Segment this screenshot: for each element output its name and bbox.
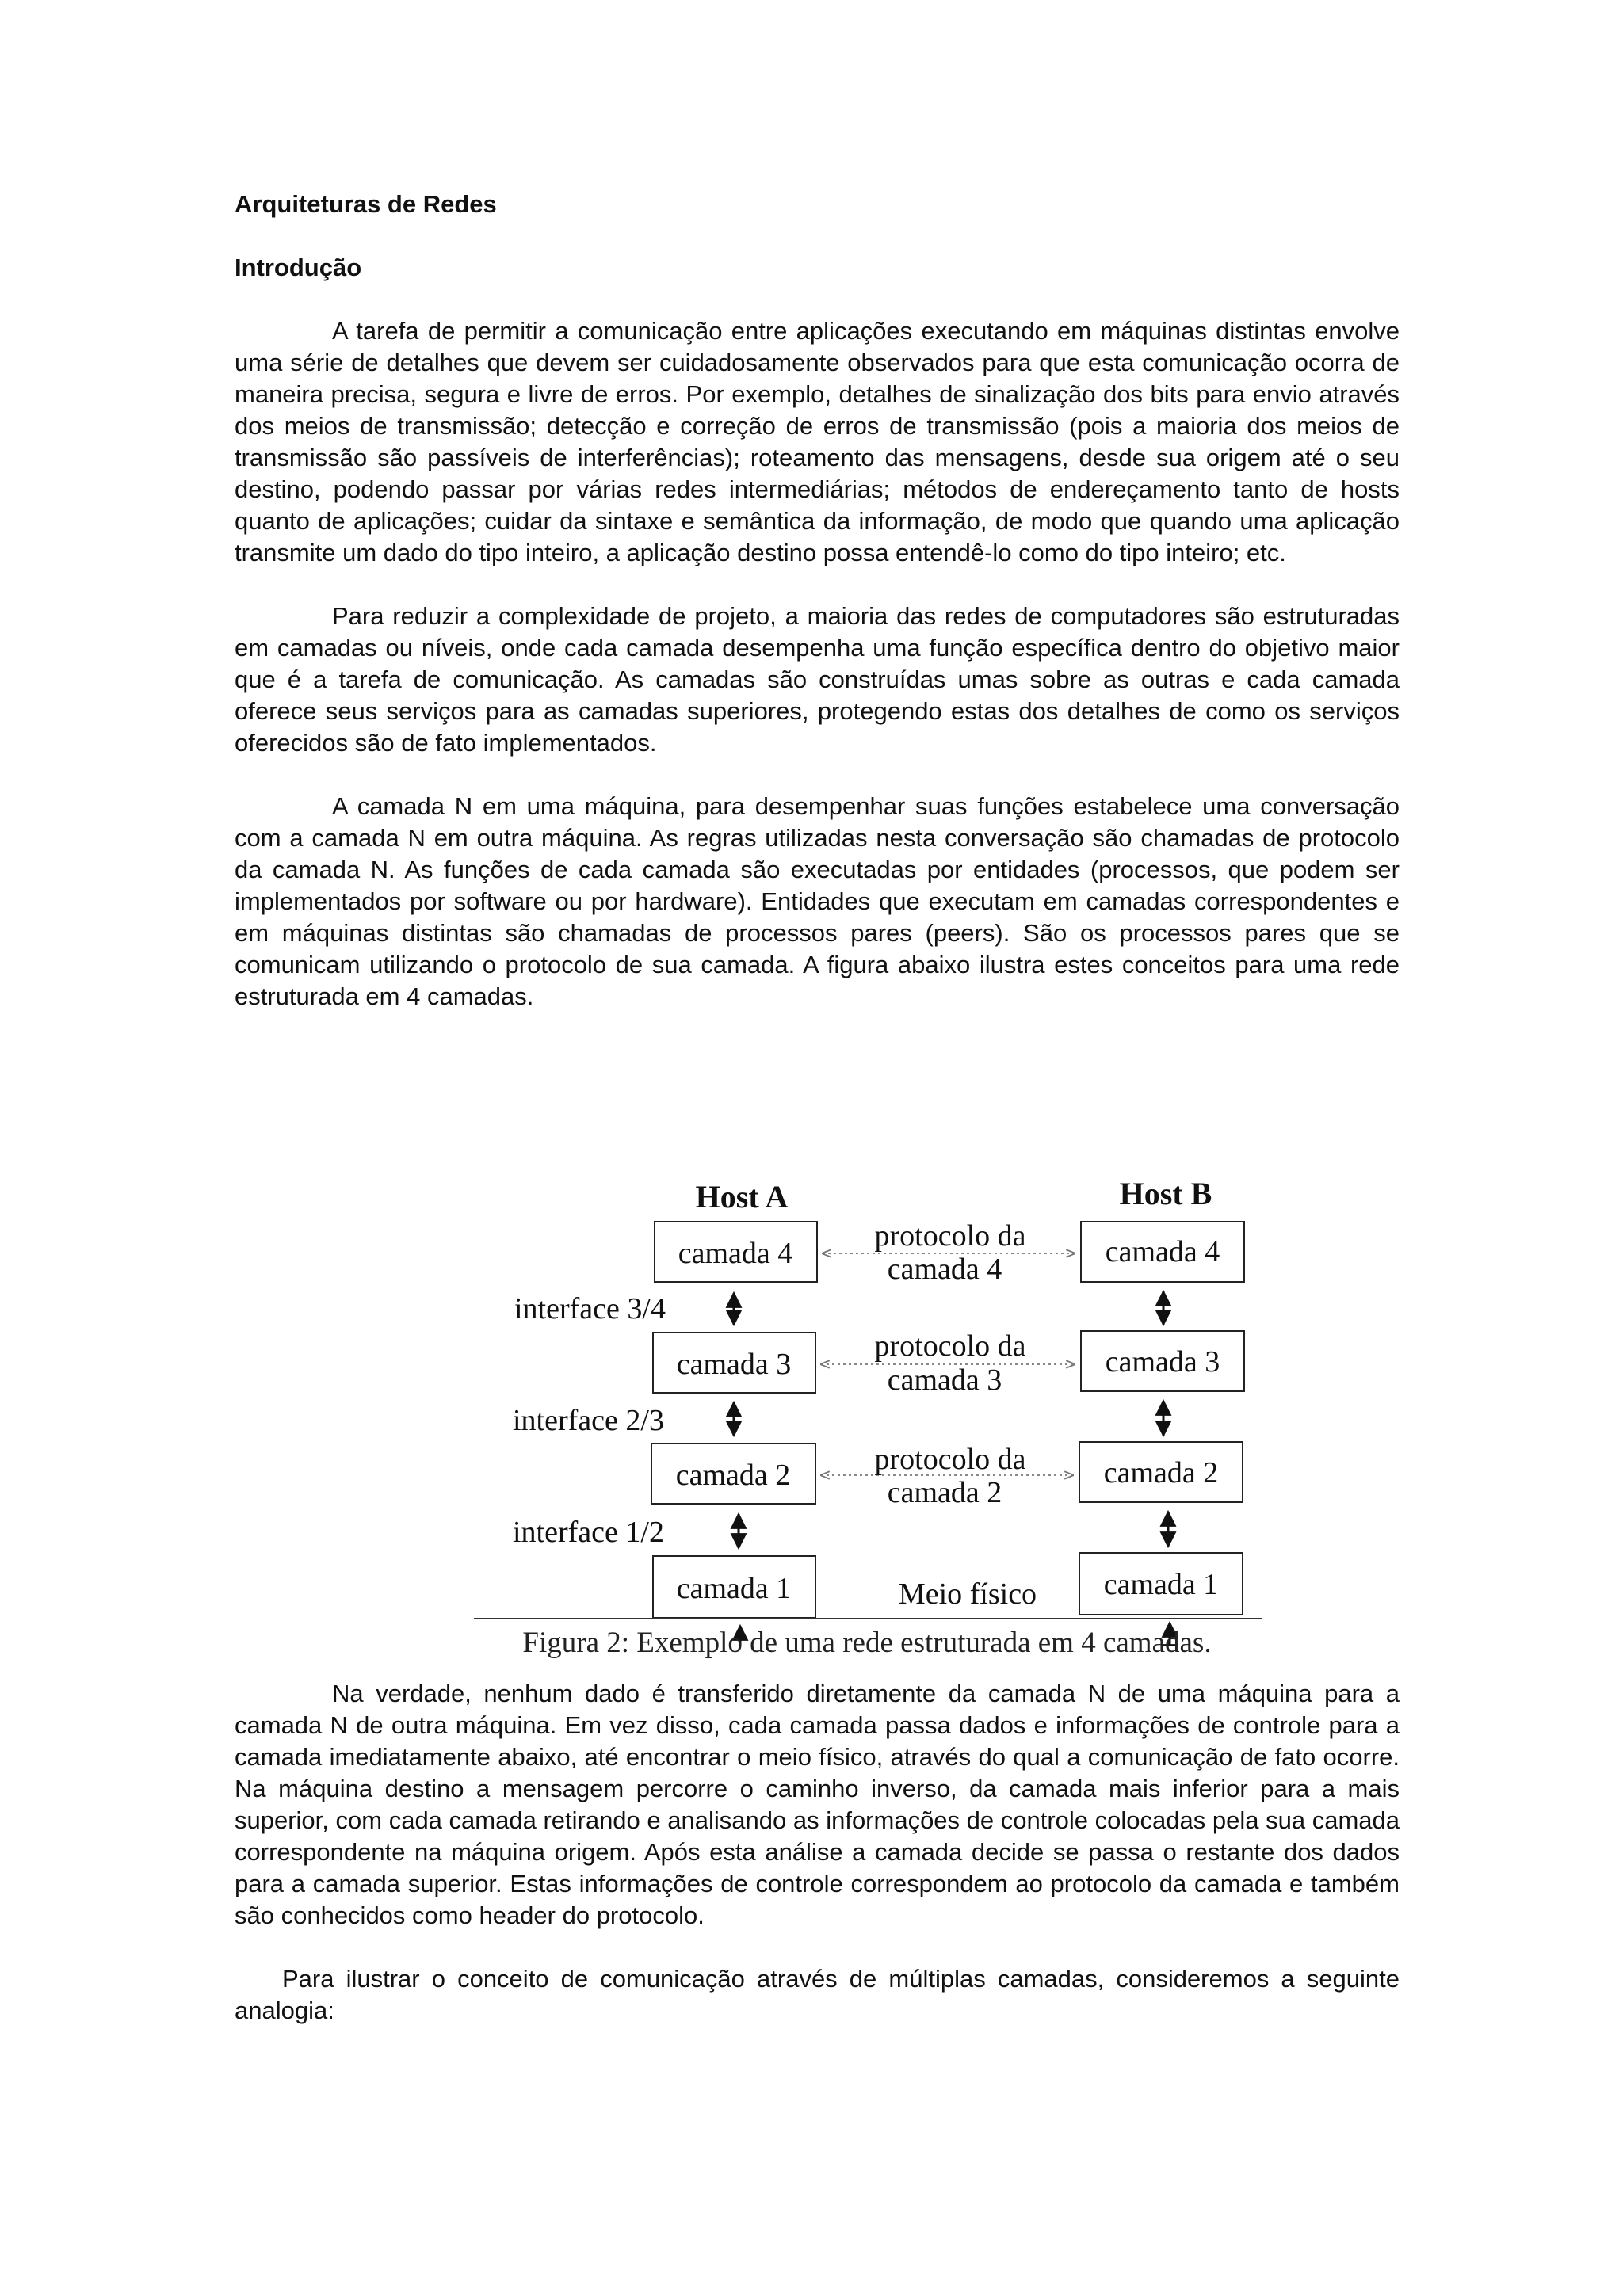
- protocol-line1: protocolo da: [874, 1443, 1026, 1476]
- host-b-layer-4: [1081, 1222, 1244, 1282]
- host-a-layer-3: [653, 1333, 815, 1393]
- layer-diagram: [235, 1044, 1400, 1646]
- paragraph-4: Na verdade, nenhum dado é transferido diretamente da camada N de uma máquina para a camada N de outra máquina. Em vez disso, cada camada passa dados e informações de controle para a camada imediatamente abaixo, até encontrar o meio físico, através do qual a comunicação de fato ocorre. Na máquina destino a mensagem percorre o caminho inverso, da camada mais inferior para a mais superior, com cada camada retirando e analisando as informações de controle colocadas pela sua camada correspondente na máquina origem. Após esta análise a camada decide se passa o restante dos dados para a camada superior. Estas informações de controle correspondem ao protocolo da camada e também são conhecidos como header do protocolo.: [235, 1680, 1400, 1929]
- protocol-label-4: [874, 1219, 1025, 1286]
- layer-label: camada 2: [675, 1459, 791, 1492]
- layer-label: camada 3: [1105, 1345, 1220, 1379]
- host-b-layer-2: [1079, 1442, 1243, 1502]
- layer-diagram-figure: [235, 1044, 1400, 1646]
- layer-label: camada 3: [676, 1348, 792, 1381]
- paragraph-3: A camada N em uma máquina, para desempenhar suas funções estabelece uma conversação com a camada N em outra máquina. As regras utilizadas nesta conversação são chamadas de protocolo da camada N. As funções de cada camada são executadas por entidades (processos, que podem ser implementados por software ou por hardware). Entidades que executam em camadas correspondentes e em máquinas distintas são chamadas de processos pares (peers). São os processos pares que se comunicam utilizando o protocolo de sua camada. A figura abaixo ilustra estes conceitos para uma rede estruturada em 4 camadas.: [235, 792, 1400, 1010]
- document-body: [235, 189, 1400, 2058]
- protocol-line1: protocolo da: [874, 1329, 1026, 1363]
- layer-label: camada 1: [676, 1572, 792, 1605]
- physical-medium-label: Meio físico: [898, 1577, 1037, 1611]
- host-a-label: Host A: [695, 1179, 789, 1215]
- interface-label-3-4: interface 3/4: [514, 1292, 666, 1325]
- protocol-line2: camada 3: [887, 1363, 1002, 1397]
- host-a-layer-2: [651, 1444, 815, 1504]
- layer-label: camada 4: [678, 1237, 793, 1270]
- paragraph-5: Para ilustrar o conceito de comunicação através de múltiplas camadas, consideremos a seguinte analogia:: [235, 1965, 1400, 2024]
- paragraph-1: A tarefa de permitir a comunicação entre aplicações executando em máquinas distintas envolve uma série de detalhes que devem ser cuidadosamente observados para que esta comunicação ocorra de maneira precisa, segura e livre de erros. Por exemplo, detalhes de sinalização dos bits para envio através dos meios de transmissão; detecção e correção de erros de transmissão (pois a maioria dos meios de transmissão são passíveis de interferências); roteamento das mensagens, desde sua origem até o seu destino, podendo passar por várias redes intermediárias; métodos de endereçamento tanto de hosts quanto de aplicações; cuidar da sintaxe e semântica da informação, de modo que quando uma aplicação transmite um dado do tipo inteiro, a aplicação destino possa entendê-lo como do tipo inteiro; etc.: [235, 317, 1400, 566]
- protocol-line2: camada 2: [887, 1476, 1002, 1509]
- host-b-layer-3: [1081, 1331, 1244, 1391]
- host-b-label: Host B: [1119, 1176, 1212, 1211]
- section-heading: Introdução: [235, 254, 362, 281]
- protocol-line2: camada 4: [887, 1253, 1002, 1286]
- interface-label-1-2: interface 1/2: [513, 1516, 664, 1549]
- figure-caption: Figura 2: Exemplo de uma rede estruturada em 4 camadas.: [522, 1627, 1212, 1659]
- protocol-label-3: [874, 1329, 1025, 1397]
- host-a-layer-4: [655, 1222, 817, 1282]
- document-title: Arquiteturas de Redes: [235, 190, 497, 218]
- protocol-line1: protocolo da: [874, 1219, 1026, 1253]
- interface-label-2-3: interface 2/3: [513, 1404, 664, 1437]
- host-b-layer-1: [1079, 1553, 1243, 1615]
- layer-label: camada 1: [1103, 1568, 1219, 1601]
- paragraph-2: Para reduzir a complexidade de projeto, a maioria das redes de computadores são estruturadas em camadas ou níveis, onde cada camada desempenha uma função específica dentro do objetivo maior que é a tarefa de comunicação. As camadas são construídas umas sobre as outras e cada camada oferece seus serviços para as camadas superiores, protegendo estas dos detalhes de como os serviços oferecidos são de fato implementados.: [235, 602, 1400, 757]
- protocol-label-2: [874, 1443, 1025, 1509]
- host-a-layer-1: [653, 1556, 815, 1618]
- layer-label: camada 2: [1103, 1456, 1219, 1489]
- layer-label: camada 4: [1105, 1235, 1220, 1268]
